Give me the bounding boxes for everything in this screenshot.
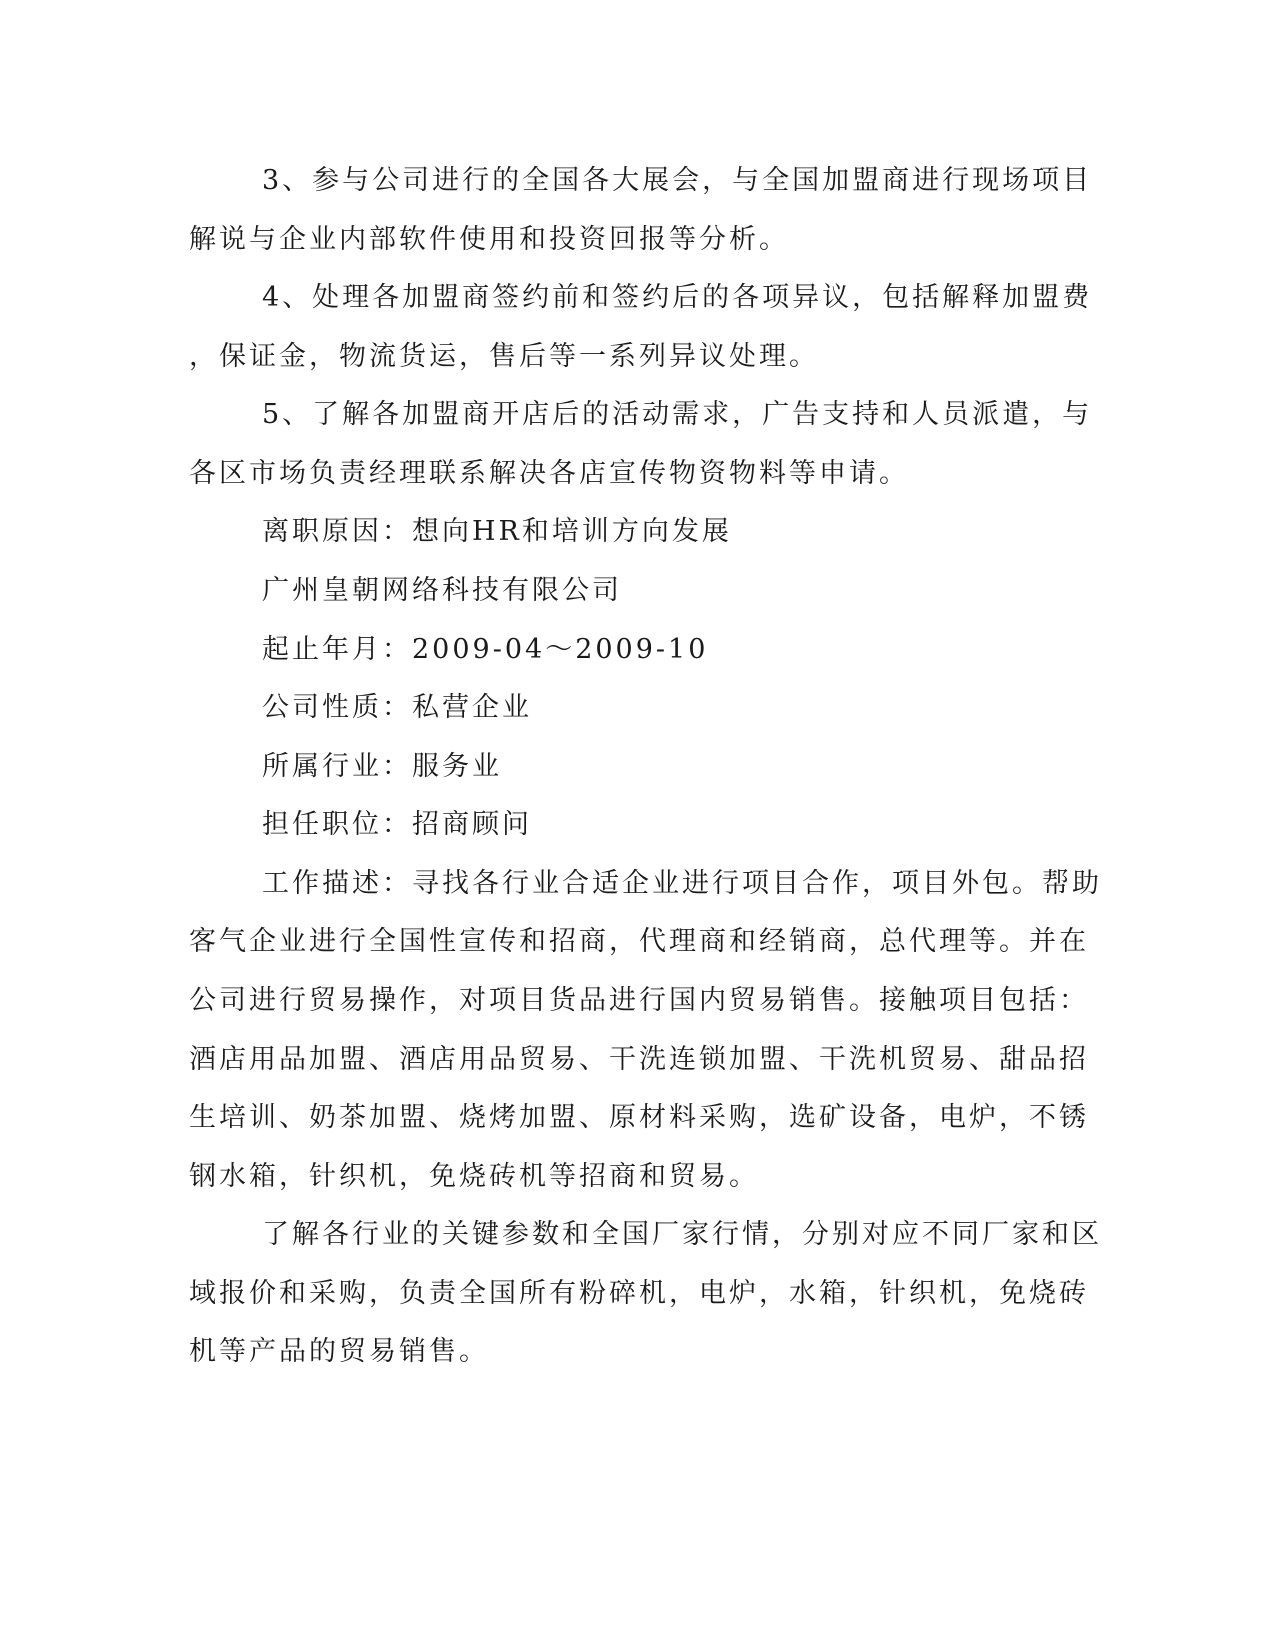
industry: 所属行业：服务业 (262, 751, 502, 782)
job-description-line-2: 客气企业进行全国性宣传和招商，代理商和经销商，总代理等。并在 (189, 926, 1089, 957)
paragraph-item-4-line-2: ，保证金，物流货运，售后等一系列异议处理。 (189, 341, 819, 372)
job-position: 担任职位：招商顾问 (262, 809, 532, 840)
resignation-reason: 离职原因：想向HR和培训方向发展 (262, 516, 732, 547)
paragraph-item-3-line-2: 解说与企业内部软件使用和投资回报等分析。 (189, 224, 789, 255)
company-name: 广州皇朝网络科技有限公司 (262, 575, 622, 606)
job-description-line-4: 酒店用品加盟、酒店用品贸易、干洗连锁加盟、干洗机贸易、甜品招 (189, 1044, 1089, 1075)
industry-knowledge-line-3: 机等产品的贸易销售。 (189, 1336, 489, 1367)
paragraph-item-3-line-1: 3、参与公司进行的全国各大展会，与全国加盟商进行现场项目 (262, 165, 1093, 196)
job-description-line-1: 工作描述：寻找各行业合适企业进行项目合作，项目外包。帮助 (262, 868, 1102, 899)
paragraph-item-5-line-1: 5、了解各加盟商开店后的活动需求，广告支持和人员派遣，与 (262, 399, 1093, 430)
industry-knowledge-line-1: 了解各行业的关键参数和全国厂家行情，分别对应不同厂家和区 (262, 1219, 1102, 1250)
paragraph-item-5-line-2: 各区市场负责经理联系解决各店宣传物资物料等申请。 (189, 458, 909, 489)
industry-knowledge-line-2: 域报价和采购，负责全国所有粉碎机，电炉，水箱，针织机，免烧砖 (189, 1278, 1089, 1309)
job-description-line-6: 钢水箱，针织机，免烧砖机等招商和贸易。 (189, 1161, 759, 1192)
paragraph-item-4-line-1: 4、处理各加盟商签约前和签约后的各项异议，包括解释加盟费 (262, 282, 1093, 313)
job-description-line-5: 生培训、奶茶加盟、烧烤加盟、原材料采购，选矿设备，电炉，不锈 (189, 1102, 1089, 1133)
job-description-line-3: 公司进行贸易操作，对项目货品进行国内贸易销售。接触项目包括： (189, 985, 1089, 1016)
company-type: 公司性质：私营企业 (262, 692, 532, 723)
employment-period: 起止年月：2009-04～2009-10 (262, 634, 709, 665)
